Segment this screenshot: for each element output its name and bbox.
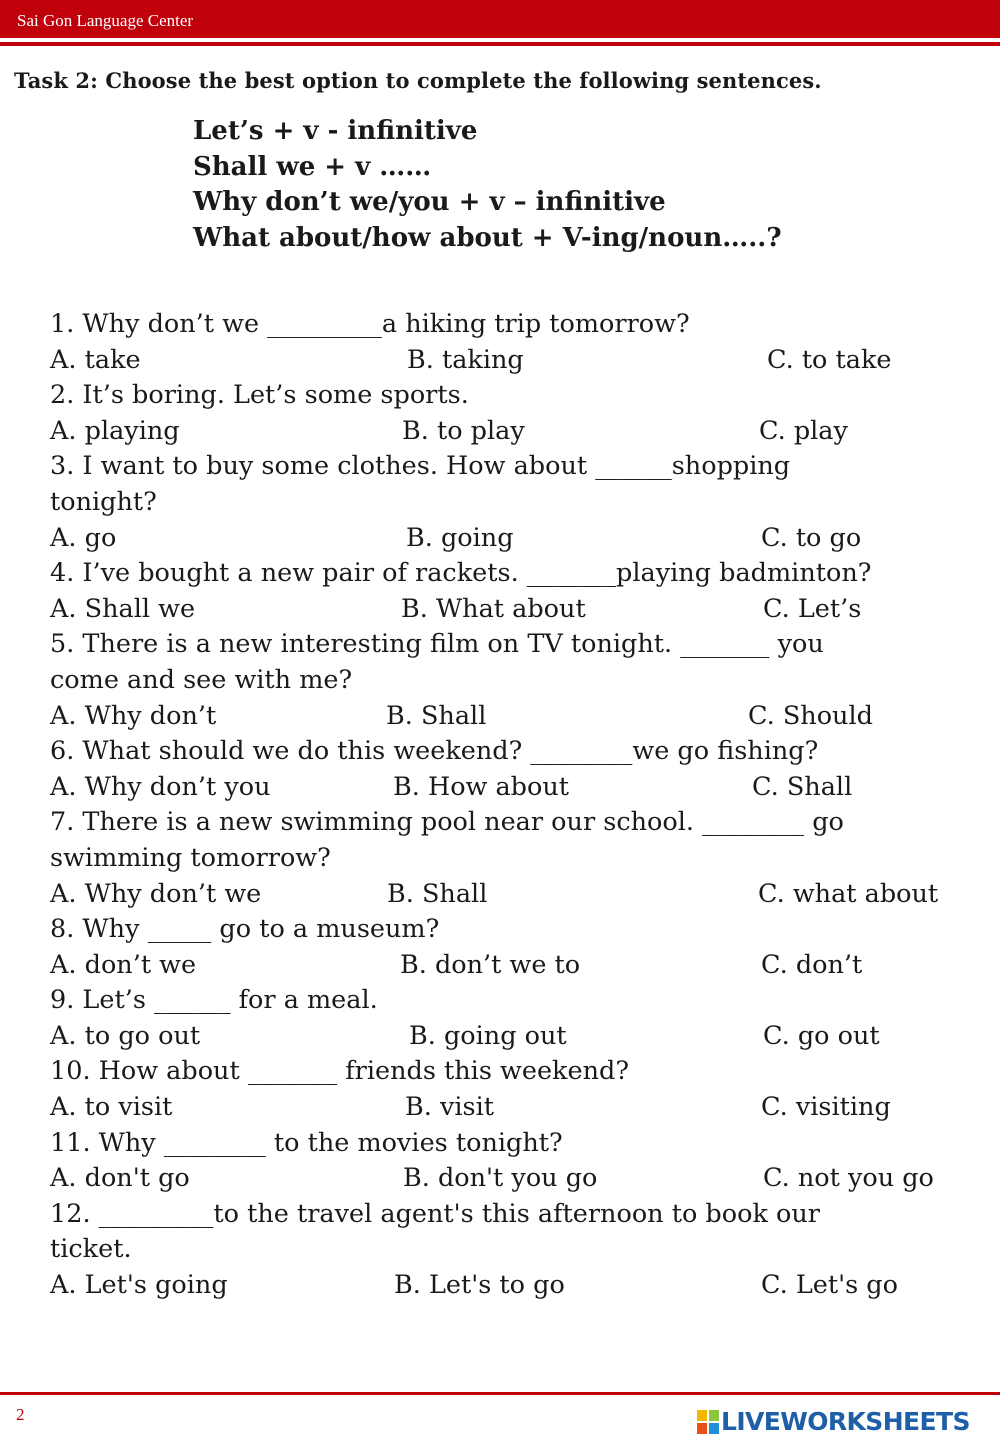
answer-option-a[interactable]: A. Why don’t: [50, 700, 217, 731]
brand-wordmark: LIVEWORKSHEETS: [721, 1407, 970, 1436]
answer-options-row: [50, 343, 990, 379]
question-list: [50, 307, 990, 1304]
answer-option-b[interactable]: B. visit: [405, 1092, 495, 1123]
answer-options-row: [50, 877, 990, 913]
answer-option-c[interactable]: C. Should: [748, 700, 873, 731]
answer-options-row: [50, 521, 990, 557]
question-text: 7. There is a new swimming pool near our school. ________ go: [50, 807, 844, 838]
question-text: 4. I’ve bought a new pair of rackets. _______playing badminton?: [50, 558, 872, 589]
question-text: 9. Let’s ______ for a meal.: [50, 985, 378, 1016]
header-title: Sai Gon Language Center: [17, 11, 194, 30]
answer-option-b[interactable]: B. Shall: [386, 700, 487, 731]
answer-option-c[interactable]: C. not you go: [763, 1163, 934, 1194]
grammar-rules: [193, 114, 782, 256]
answer-option-a[interactable]: A. Why don’t you: [50, 771, 271, 802]
answer-options-row: [50, 1090, 990, 1126]
rule-line: Shall we + v ……: [193, 151, 432, 182]
liveworksheets-logo-icon: [697, 1410, 719, 1434]
answer-option-c[interactable]: C. Shall: [752, 771, 853, 802]
answer-option-b[interactable]: B. to play: [402, 415, 525, 446]
question-text-continued: come and see with me?: [50, 664, 353, 695]
answer-option-a[interactable]: A. Let's going: [50, 1270, 228, 1301]
answer-options-row: [50, 699, 990, 735]
answer-option-c[interactable]: C. Let's go: [761, 1270, 898, 1301]
answer-options-row: [50, 770, 990, 806]
question-text: 2. It’s boring. Let’s some sports.: [50, 380, 469, 411]
question-text: 5. There is a new interesting film on TV tonight. _______ you: [50, 629, 824, 660]
answer-option-a[interactable]: A. Shall we: [50, 593, 196, 624]
answer-options-row: [50, 1268, 990, 1304]
answer-option-b[interactable]: B. How about: [393, 771, 570, 802]
rule-line: Let’s + v - infinitive: [193, 116, 478, 146]
answer-option-c[interactable]: C. visiting: [761, 1092, 891, 1123]
answer-option-a[interactable]: A. playing: [50, 415, 180, 446]
answer-option-b[interactable]: B. What about: [401, 593, 586, 624]
answer-option-c[interactable]: C. to go: [761, 522, 862, 553]
question-text: 11. Why ________ to the movies tonight?: [50, 1127, 563, 1158]
answer-option-b[interactable]: B. taking: [407, 344, 524, 375]
question-text: 8. Why _____ go to a museum?: [50, 914, 440, 945]
answer-option-b[interactable]: B. Shall: [387, 878, 488, 909]
answer-option-a[interactable]: A. Why don’t we: [50, 878, 262, 909]
answer-option-c[interactable]: C. Let’s: [763, 593, 862, 624]
answer-option-a[interactable]: A. to go out: [50, 1020, 201, 1051]
rule-line: Why don’t we/you + v – infinitive: [193, 187, 666, 217]
answer-options-row: [50, 592, 990, 628]
question-text: 1. Why don’t we _________a hiking trip tomorrow?: [50, 309, 690, 339]
answer-option-b[interactable]: B. don't you go: [403, 1163, 598, 1194]
answer-option-a[interactable]: A. to visit: [50, 1092, 173, 1123]
answer-option-c[interactable]: C. to take: [767, 344, 892, 375]
answer-option-c[interactable]: C. what about: [758, 878, 939, 909]
answer-options-row: [50, 1019, 990, 1055]
page-number: 2: [16, 1405, 25, 1424]
answer-option-b[interactable]: B. going: [406, 522, 514, 553]
question-text-continued: swimming tomorrow?: [50, 842, 331, 873]
question-text: 3. I want to buy some clothes. How about ______shopping: [50, 451, 791, 482]
answer-options-row: [50, 1161, 990, 1197]
question-text: 10. How about _______ friends this weekend?: [50, 1056, 629, 1087]
answer-option-c[interactable]: C. go out: [763, 1020, 880, 1051]
answer-option-c[interactable]: C. don’t: [761, 949, 863, 980]
answer-option-b[interactable]: B. going out: [409, 1020, 567, 1051]
question-text: 12. _________to the travel agent's this afternoon to book our: [50, 1198, 820, 1229]
question-text-continued: ticket.: [50, 1234, 132, 1265]
answer-option-c[interactable]: C. play: [759, 415, 848, 446]
answer-option-a[interactable]: A. don’t we: [50, 949, 197, 980]
answer-option-b[interactable]: B. don’t we to: [400, 949, 581, 980]
header-divider: [0, 42, 1000, 46]
answer-option-a[interactable]: A. go: [50, 522, 117, 553]
answer-option-a[interactable]: A. don't go: [50, 1163, 190, 1194]
answer-option-b[interactable]: B. Let's to go: [394, 1270, 565, 1301]
answer-options-row: [50, 414, 990, 450]
question-text-continued: tonight?: [50, 486, 157, 517]
answer-option-a[interactable]: A. take: [50, 344, 141, 375]
answer-options-row: [50, 948, 990, 984]
footer-divider: [0, 1392, 1000, 1395]
rule-line: What about/how about + V-ing/noun…..?: [193, 222, 782, 253]
task-title: Task 2: Choose the best option to complete the following sentences.: [14, 68, 822, 93]
question-text: 6. What should we do this weekend? ________we go fishing?: [50, 736, 819, 767]
